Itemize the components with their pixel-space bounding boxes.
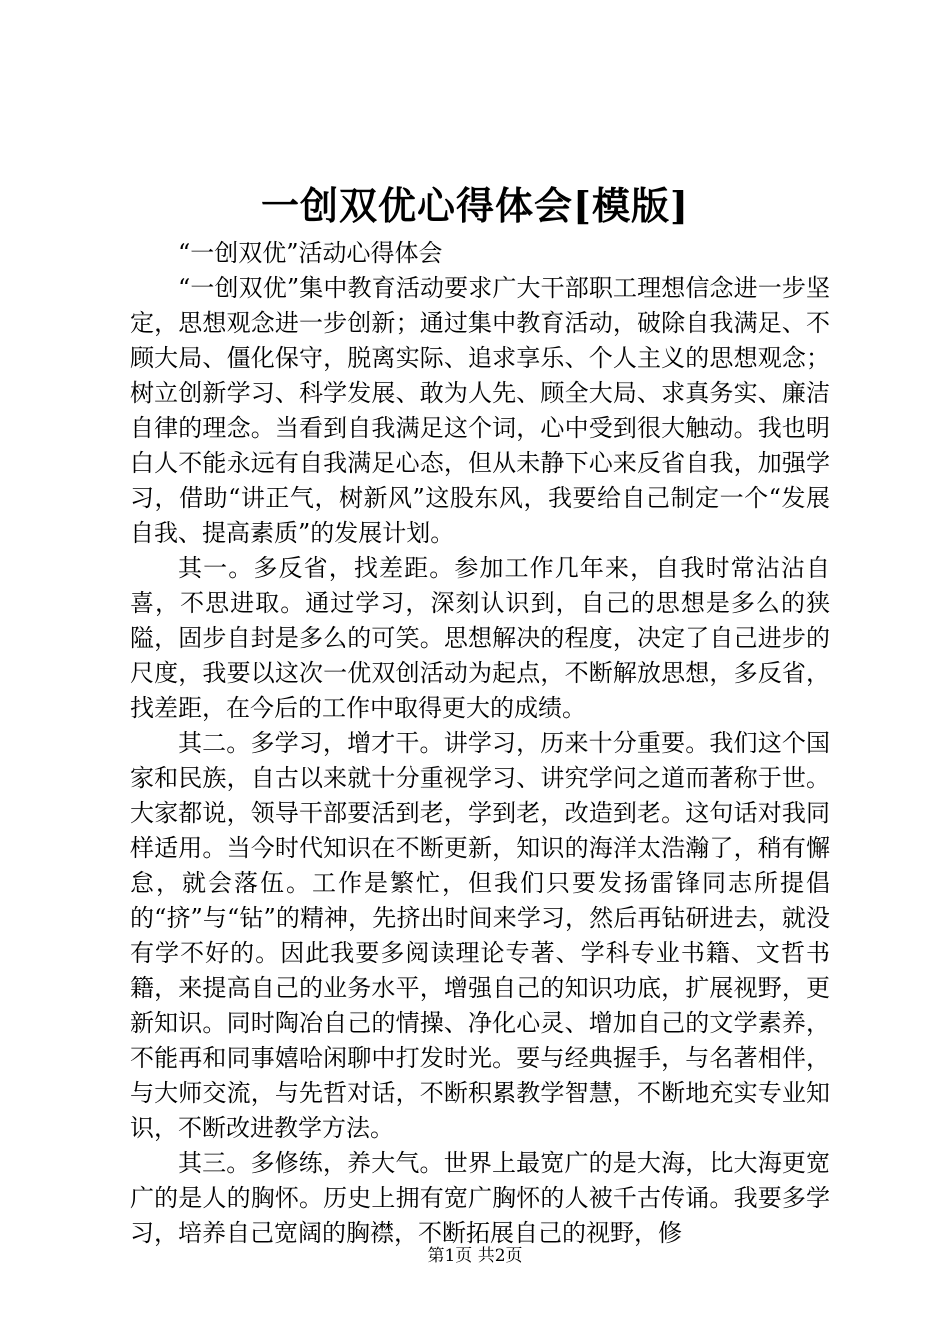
point-two-paragraph: 其二。多学习，增才干。讲学习，历来十分重要。我们这个国家和民族，自古以来就十分重视学习、讲究学问之道而著称于世。大家都说，领导干部要活到老，学到老，改造到老。这句话对我同样适用。当今时代知识在不断更新，知识的海洋太浩瀚了，稍有懈怠，就会落伍。工作是繁忙，但我们只要发扬雷锋同志所提倡的“挤”与“钻”的精神，先挤出时间来学习，然后再钻研进去，就没有学不好的。因此我要多阅读理论专著、学科专业书籍、文哲书籍，来提高自己的业务水平，增强自己的知识功底，扩展视野，更新知识。同时陶冶自己的情操、净化心灵、增加自己的文学素养，不能再和同事嬉哈闲聊中打发时光。要与经典握手，与名著相伴，与大师交流，与先哲对话，不断积累教学智慧，不断地充实专业知识，不断改进教学方法。 xyxy=(130,729,830,1142)
page-footer: 第1页 共2页 xyxy=(427,1246,523,1266)
subtitle-paragraph: “一创双优”活动心得体会 xyxy=(178,239,443,267)
document-body xyxy=(130,236,830,1251)
document-title: 一创双优心得体会[模版] xyxy=(261,183,689,228)
intro-paragraph: “一创双优”集中教育活动要求广大干部职工理想信念进一步坚定，思想观念进一步创新；通过集中教育活动，破除自我满足、不顾大局、僵化保守，脱离实际、追求享乐、个人主义的思想观念；树立创新学习、科学发展、敢为人先、顾全大局、求真务实、廉洁自律的理念。当看到自我满足这个词，心中受到很大触动。我也明白人不能永远有自我满足心态，但从未静下心来反省自我，加强学习，借助“讲正气，树新风”这股东风，我要给自己制定一个“发展自我、提高素质”的发展计划。 xyxy=(130,274,830,547)
point-one-paragraph: 其一。多反省，找差距。参加工作几年来，自我时常沾沾自喜，不思进取。通过学习，深刻认识到，自己的思想是多么的狭隘，固步自封是多么的可笑。思想解决的程度，决定了自己进步的尺度，我要以这次一优双创活动为起点，不断解放思想，多反省，找差距，在今后的工作中取得更大的成绩。 xyxy=(130,554,830,722)
point-three-paragraph: 其三。多修练，养大气。世界上最宽广的是大海，比大海更宽广的是人的胸怀。历史上拥有宽广胸怀的人被千古传诵。我要多学习，培养自己宽阔的胸襟，不断拓展自己的视野，修 xyxy=(130,1149,830,1247)
